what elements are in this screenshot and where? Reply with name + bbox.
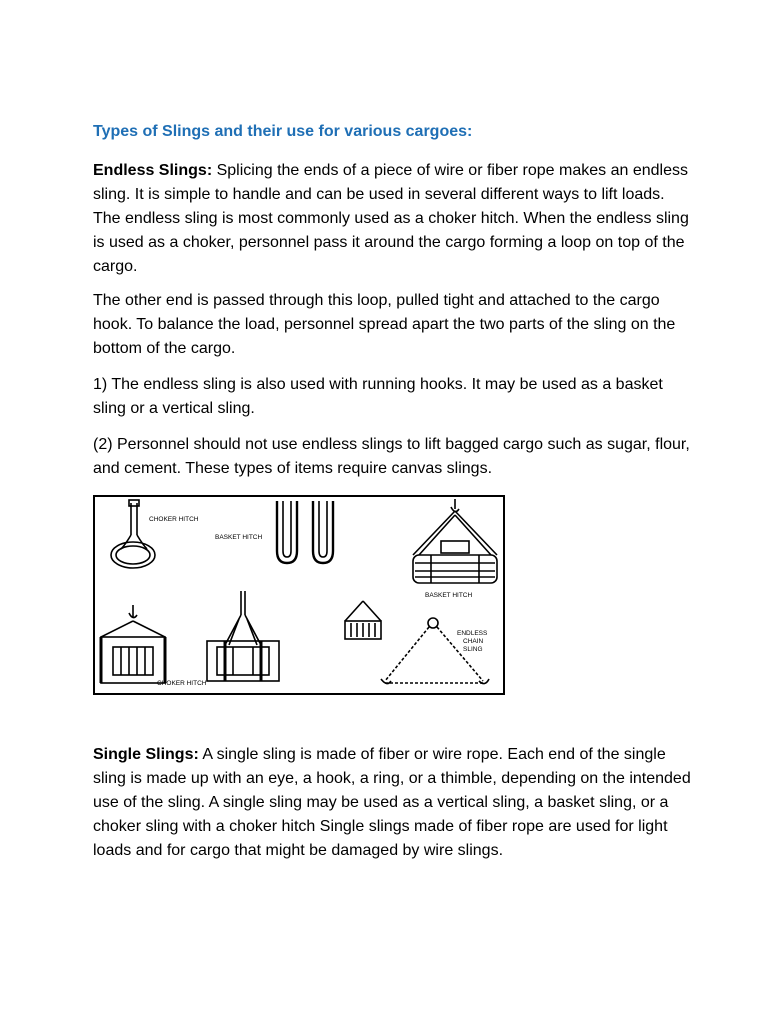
endless-slings-text: Splicing the ends of a piece of wire or fiber rope makes an endless sling. It is simple to handle and can be used in several different ways to lift loads. The endless sling is most commonly used as a choker hitch. When the endless sling is used as a choker, personnel pass it around the cargo forming a loop on top of the cargo. [93, 162, 689, 275]
label-choker-hitch-top: CHOKER HITCH [149, 516, 199, 523]
choker-hitch-box-drawing-left [101, 605, 165, 683]
label-endless-1: ENDLESS [457, 630, 488, 637]
choker-hitch-loop-drawing [111, 500, 155, 568]
single-slings-text: A single sling is made of fiber or wire rope. Each end of the single sling is made up with an eye, a hook, a ring, or a thimble, depending on the intended use of the sling. A single sling may be used as a vertical sling, a basket sling, or a choker sling with a choker hitch Single slings made of fiber rope are used for light loads and for cargo that might be damaged by wire slings. [93, 746, 691, 859]
paragraph-running-hooks: 1) The endless sling is also used with running hooks. It may be used as a basket sling or a vertical sling. [93, 376, 663, 417]
endless-slings-paragraph [93, 159, 693, 279]
label-choker-hitch-bottom: CHOKER HITCH [157, 680, 207, 687]
label-endless-3: SLING [463, 646, 483, 653]
label-endless-2: CHAIN [463, 638, 484, 645]
single-slings-paragraph [93, 743, 693, 863]
paragraph-bagged-cargo: (2) Personnel should not use endless slings to lift bagged cargo such as sugar, flour, and cement. These types of items require canvas slings. [93, 436, 690, 477]
single-slings-lead: Single Slings: [93, 746, 199, 763]
crate-drawing [345, 601, 381, 639]
slings-illustration [93, 495, 505, 695]
paragraph-other-end: The other end is passed through this loop, pulled tight and attached to the cargo hook. To balance the load, personnel spread apart the two parts of the sling on the bottom of the cargo. [93, 292, 676, 357]
label-basket-hitch-right: BASKET HITCH [425, 592, 473, 599]
label-basket-hitch-mid: BASKET HITCH [215, 534, 263, 541]
slings-illustration-svg [95, 497, 503, 693]
choker-hitch-box-drawing-right [207, 591, 279, 681]
basket-hitch-u-drawing [277, 501, 333, 563]
basket-hitch-load-drawing [413, 499, 497, 583]
section-heading: Types of Slings and their use for various cargoes: [93, 123, 473, 140]
endless-slings-lead: Endless Slings: [93, 162, 213, 179]
